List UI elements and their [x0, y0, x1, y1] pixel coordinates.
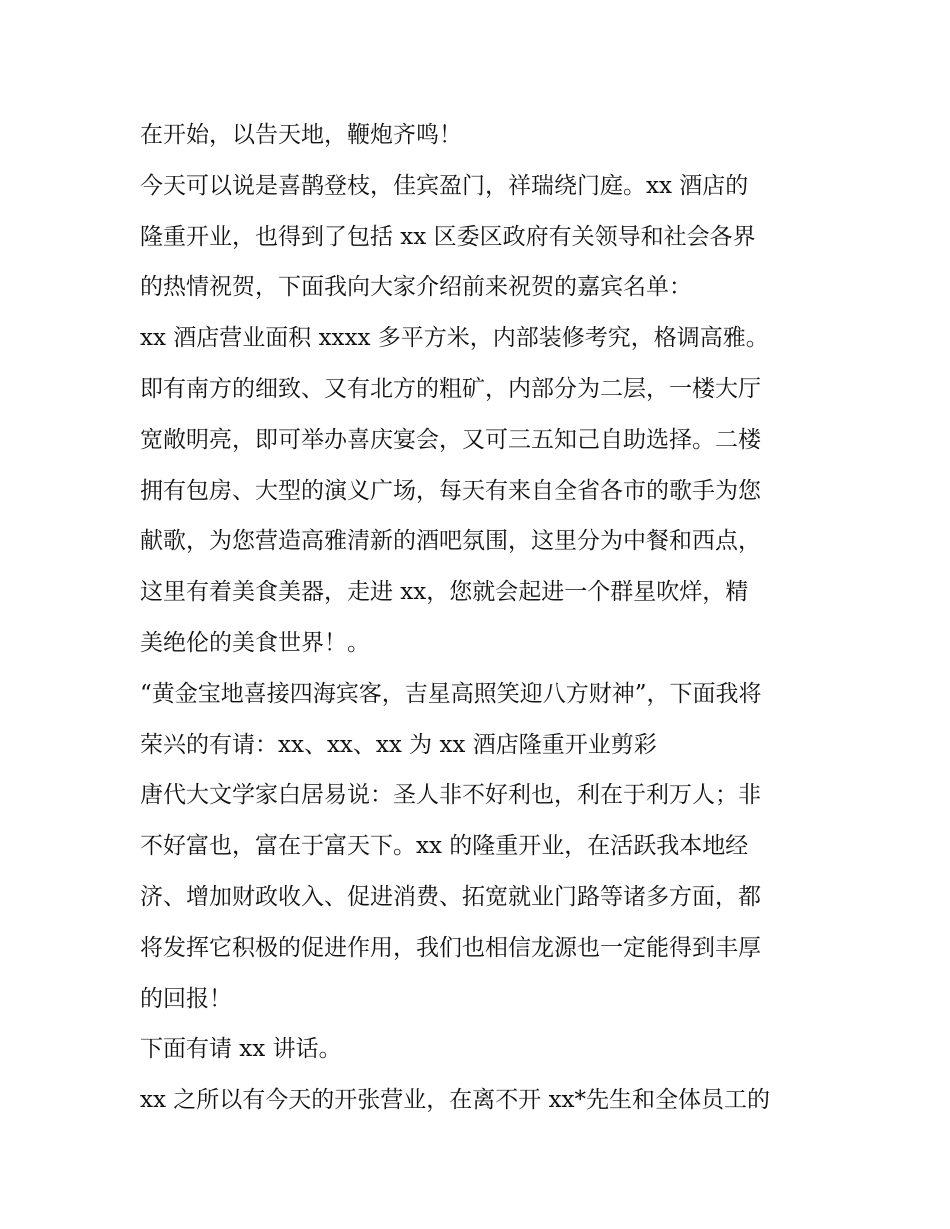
text-line: 的回报！: [140, 985, 232, 1012]
text-line: 美绝伦的美食世界！。: [140, 629, 370, 656]
text-line: 不好富也，富在于富天下。xx 的隆重开业，在活跃我本地经: [140, 833, 749, 860]
text-line: “黄金宝地喜接四海宾客，吉星高照笑迎八方财神”，下面我将: [140, 680, 762, 707]
text-line: 这里有着美食美器，走进 xx，您就会起进一个群星吹烊，精: [140, 579, 749, 606]
text-line: 荣兴的有请：xx、xx、xx 为 xx 酒店隆重开业剪彩: [140, 731, 657, 758]
text-line: xx 之所以有今天的开张营业，在离不开 xx*先生和全体员工的: [140, 1087, 771, 1114]
text-line: 的热情祝贺，下面我向大家介绍前来祝贺的嘉宾名单：: [140, 274, 692, 301]
text-line: 今天可以说是喜鹊登枝，佳宾盈门，祥瑞绕门庭。xx 酒店的: [140, 172, 749, 199]
text-line: 宽敞明亮，即可举办喜庆宴会，又可三五知己自助选择。二楼: [140, 426, 761, 453]
text-line: xx 酒店营业面积 xxxx 多平方米，内部装修考究，格调高雅。: [140, 325, 769, 352]
text-line: 在开始，以告天地，鞭炮齐鸣！: [140, 122, 462, 148]
text-line: 济、增加财政收入、促进消费、拓宽就业门路等诸多方面，都: [140, 883, 761, 910]
document-body: [140, 110, 830, 1126]
text-line: 献歌，为您营造高雅清新的酒吧氛围，这里分为中餐和西点，: [140, 528, 761, 555]
text-line: 隆重开业，也得到了包括 xx 区委区政府有关领导和社会各界: [140, 223, 756, 250]
text-line: 拥有包房、大型的演义广场，每天有来自全省各市的歌手为您: [140, 477, 761, 504]
text-line: 下面有请 xx 讲话。: [140, 1036, 342, 1063]
text-line: 即有南方的细致、又有北方的粗矿，内部分为二层，一楼大厅: [140, 375, 761, 402]
text-line: 将发挥它积极的促进作用，我们也相信龙源也一定能得到丰厚: [140, 934, 761, 961]
text-line: 唐代大文学家白居易说：圣人非不好利也，利在于利万人；非: [140, 782, 761, 809]
